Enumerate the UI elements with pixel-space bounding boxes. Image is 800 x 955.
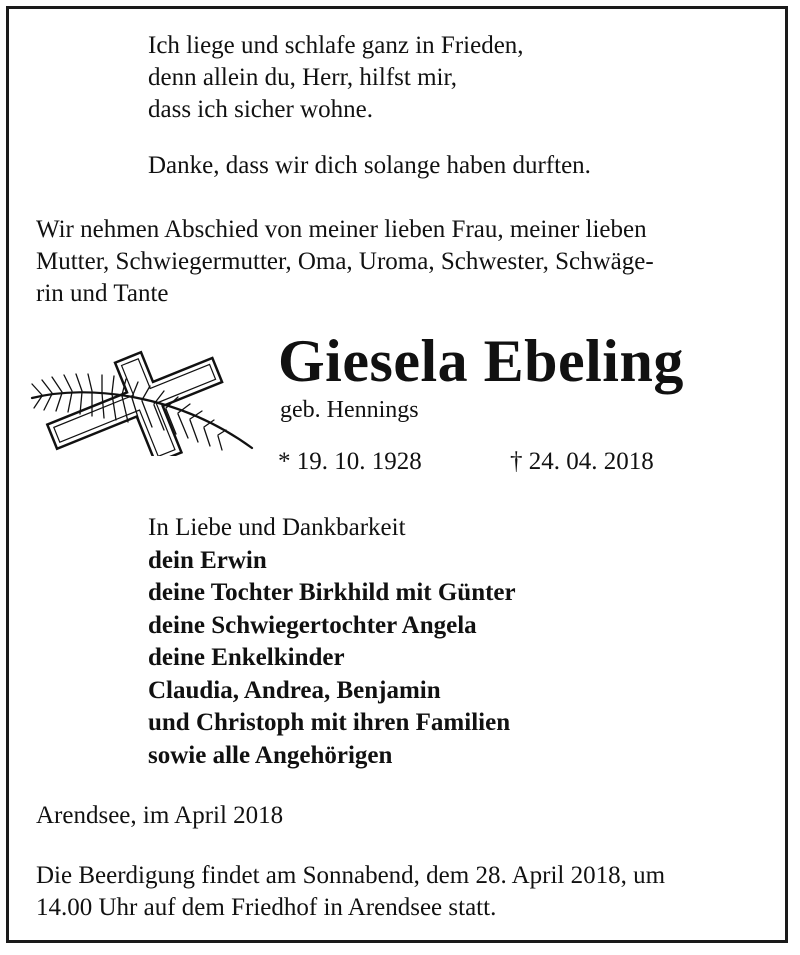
intro-line: Wir nehmen Abschied von meiner lieben Frau, meiner lieben bbox=[36, 216, 647, 243]
farewell-intro bbox=[36, 214, 771, 310]
psalm-line: Ich liege und schlafe ganz in Frieden, bbox=[148, 32, 524, 59]
place-date: Arendsee, im April 2018 bbox=[36, 802, 284, 829]
mourners-opening: In Liebe und Dankbarkeit bbox=[148, 514, 406, 541]
psalm-line: denn allein du, Herr, hilfst mir, bbox=[148, 64, 458, 91]
thanks-line: Danke, dass wir dich solange haben durften. bbox=[148, 152, 591, 179]
intro-line: rin und Tante bbox=[36, 280, 169, 307]
mourner-line: deine Schwiegertochter Angela bbox=[148, 611, 477, 639]
mourner-line: deine Enkelkinder bbox=[148, 644, 345, 671]
psalm-verse bbox=[148, 30, 524, 126]
psalm-line: dass ich sicher wohne. bbox=[148, 96, 373, 123]
birth-date: * 19. 10. 1928 bbox=[278, 448, 422, 475]
funeral-line: Die Beerdigung findet am Sonnabend, dem 28. April 2018, um bbox=[36, 862, 666, 889]
deceased-name: Giesela Ebeling bbox=[278, 328, 684, 394]
intro-line: Mutter, Schwiegermutter, Oma, Uroma, Schwester, Schwäge- bbox=[36, 248, 654, 275]
mourner-line: deine Tochter Birkhild mit Günter bbox=[148, 579, 516, 606]
mourner-line: Claudia, Andrea, Benjamin bbox=[148, 676, 441, 704]
mourner-line: sowie alle Angehörigen bbox=[148, 741, 393, 769]
death-date: † 24. 04. 2018 bbox=[510, 448, 654, 475]
funeral-notice bbox=[36, 860, 771, 924]
mourners-list bbox=[148, 512, 516, 772]
mourner-line: und Christoph mit ihren Familien bbox=[148, 709, 511, 736]
cross-with-palm-icon bbox=[28, 348, 258, 456]
maiden-name: geb. Hennings bbox=[280, 397, 419, 423]
funeral-line: 14.00 Uhr auf dem Friedhof in Arendsee statt. bbox=[36, 894, 497, 921]
mourner-line: dein Erwin bbox=[148, 546, 267, 574]
